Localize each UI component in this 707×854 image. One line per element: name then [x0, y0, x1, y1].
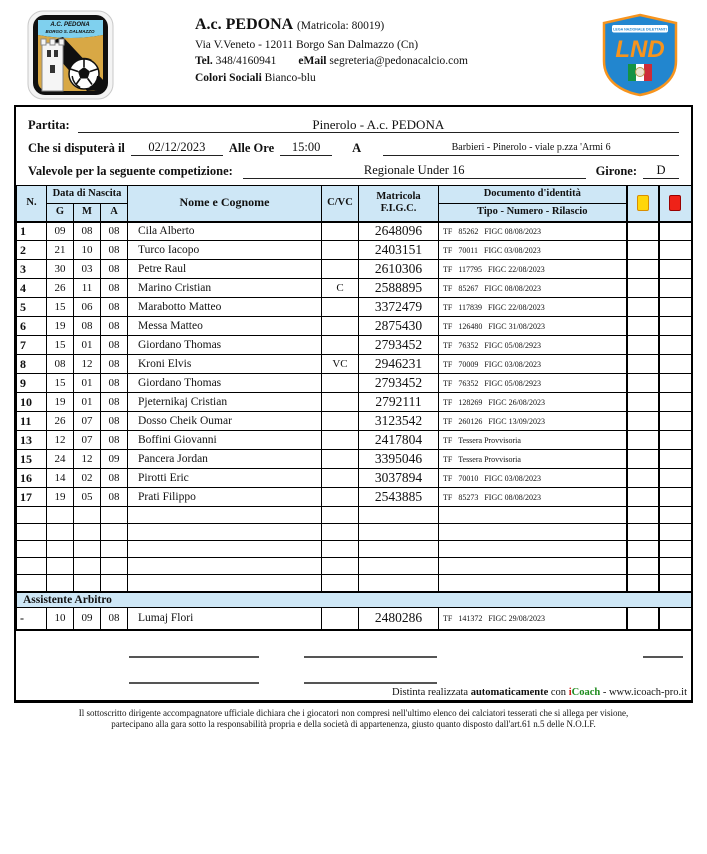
red-card-cell	[659, 355, 692, 374]
matricola-figc: 3372479	[359, 298, 439, 317]
icoach-logo-text: i	[568, 687, 572, 698]
blank-name-line	[129, 656, 259, 658]
player-row	[17, 431, 692, 450]
player-name	[128, 507, 322, 524]
birth-year: 08	[101, 317, 128, 336]
blank-name-line	[129, 682, 259, 684]
svg-text:BORGO S. DALMAZZO: BORGO S. DALMAZZO	[45, 29, 95, 34]
partita-label: Partita:	[28, 118, 70, 132]
birth-year: 08	[101, 469, 128, 488]
captain-flag	[322, 298, 359, 317]
yellow-card-cell	[627, 558, 659, 575]
birth-day	[47, 507, 74, 524]
teams-field: Pinerolo - A.c. PEDONA	[78, 118, 679, 133]
blank-doc-line	[304, 682, 437, 684]
red-card-cell	[659, 222, 692, 241]
red-card-cell	[659, 260, 692, 279]
birth-day	[47, 524, 74, 541]
birth-year: 08	[101, 298, 128, 317]
date-field: 02/12/2023	[131, 141, 223, 156]
player-name	[128, 558, 322, 575]
player-number: 17	[17, 488, 47, 507]
birth-year: 08	[101, 336, 128, 355]
captain-flag	[322, 431, 359, 450]
document-id: TF 76352 FIGC 05/08/2923	[439, 374, 627, 393]
matricola-figc: 2875430	[359, 317, 439, 336]
captain-flag	[322, 558, 359, 575]
red-card-cell	[659, 524, 692, 541]
document-id: TF 260126 FIGC 13/09/2023	[439, 412, 627, 431]
red-card-cell	[659, 558, 692, 575]
date-label: Che si disputerà il	[28, 141, 125, 155]
red-card-cell	[659, 412, 692, 431]
birth-day: 15	[47, 298, 74, 317]
yellow-card-cell	[627, 355, 659, 374]
birth-day: 08	[47, 355, 74, 374]
yellow-card-cell	[627, 336, 659, 355]
player-number: 10	[17, 393, 47, 412]
red-card-cell	[659, 431, 692, 450]
assistant-section-header: Assistente Arbitro	[17, 592, 692, 607]
captain-flag: C	[322, 279, 359, 298]
player-name: Cila Alberto	[128, 222, 322, 241]
player-row	[17, 222, 692, 241]
letterhead	[0, 8, 707, 105]
assistant-rows	[17, 607, 692, 630]
soccer-ball-icon	[69, 58, 99, 89]
yellow-card-cell	[627, 317, 659, 336]
credit-line: Distinta realizzata automaticamente con iCoach - www.icoach-pro.it	[391, 687, 687, 698]
player-number: 16	[17, 469, 47, 488]
player-row	[17, 374, 692, 393]
birth-year: 08	[101, 431, 128, 450]
header-g: G	[47, 204, 74, 222]
girone-field: D	[643, 164, 679, 179]
birth-year: 08	[101, 222, 128, 241]
girone-label: Girone:	[595, 164, 637, 178]
document-id	[439, 541, 627, 558]
document-id	[439, 558, 627, 575]
birth-day: 10	[47, 607, 74, 630]
header-a: A	[101, 204, 128, 222]
birth-day: 19	[47, 488, 74, 507]
matricola-figc: 2792111	[359, 393, 439, 412]
captain-flag	[322, 488, 359, 507]
red-card-cell	[659, 450, 692, 469]
match-info	[16, 107, 691, 185]
yellow-card-cell	[627, 374, 659, 393]
player-name: Turco Iacopo	[128, 241, 322, 260]
red-card-icon	[659, 186, 692, 222]
captain-flag	[322, 450, 359, 469]
matricola-figc	[359, 575, 439, 593]
birth-month: 07	[74, 412, 101, 431]
yellow-card-cell	[627, 575, 659, 593]
birth-year	[101, 541, 128, 558]
player-name: Marabotto Matteo	[128, 298, 322, 317]
matricola-figc: 3123542	[359, 412, 439, 431]
red-card-cell	[659, 317, 692, 336]
matricola-figc: 2793452	[359, 336, 439, 355]
birth-year: 08	[101, 241, 128, 260]
birth-day	[47, 541, 74, 558]
birth-month: 01	[74, 374, 101, 393]
distinta-box	[14, 105, 693, 703]
header-doc: Documento d'identità	[439, 186, 627, 204]
birth-month: 02	[74, 469, 101, 488]
player-rows	[17, 222, 692, 593]
red-card-cell	[659, 469, 692, 488]
captain-flag	[322, 336, 359, 355]
red-card-cell	[659, 241, 692, 260]
blank-tessera-line	[643, 656, 683, 658]
player-row	[17, 279, 692, 298]
birth-year: 08	[101, 393, 128, 412]
lnd-logo-icon	[597, 12, 683, 100]
match-line-competition	[28, 158, 679, 179]
player-number: 7	[17, 336, 47, 355]
roster-header	[17, 186, 692, 222]
birth-year	[101, 524, 128, 541]
document-id: TF 117839 FIGC 22/08/2023	[439, 298, 627, 317]
header-n: N.	[17, 186, 47, 222]
birth-day: 15	[47, 374, 74, 393]
player-number: 6	[17, 317, 47, 336]
captain-flag: VC	[322, 355, 359, 374]
svg-text:LND: LND	[615, 36, 665, 63]
club-contacts	[195, 53, 468, 70]
red-card-cell	[659, 607, 692, 630]
blank-doc-line	[304, 656, 437, 658]
matricola-figc: 2610306	[359, 260, 439, 279]
document-id: TF Tessera Provvisoria	[439, 450, 627, 469]
captain-flag	[322, 317, 359, 336]
club-crest-icon	[27, 10, 114, 100]
captain-flag	[322, 374, 359, 393]
matricola-figc: 3037894	[359, 469, 439, 488]
birth-month	[74, 507, 101, 524]
player-number	[17, 541, 47, 558]
player-name	[128, 524, 322, 541]
birth-month: 12	[74, 355, 101, 374]
blank-official-row	[16, 658, 691, 684]
yellow-card-cell	[627, 607, 659, 630]
birth-year: 08	[101, 488, 128, 507]
matricola-figc: 2403151	[359, 241, 439, 260]
match-line-teams	[28, 112, 679, 133]
empty-row	[17, 558, 692, 575]
matricola-figc	[359, 524, 439, 541]
red-card-cell	[659, 374, 692, 393]
player-number	[17, 524, 47, 541]
player-name: Prati Filippo	[128, 488, 322, 507]
birth-day	[47, 558, 74, 575]
yellow-card-cell	[627, 524, 659, 541]
document-id: TF Tessera Provvisoria	[439, 431, 627, 450]
birth-month: 08	[74, 222, 101, 241]
colors-value: Bianco-blu	[264, 72, 316, 85]
matricola-figc: 2417804	[359, 431, 439, 450]
time-label: Alle Ore	[228, 141, 275, 155]
player-name	[128, 541, 322, 558]
document-id: TF 128269 FIGC 26/08/2023	[439, 393, 627, 412]
player-row	[17, 469, 692, 488]
document-id: TF 70010 FIGC 03/08/2023	[439, 469, 627, 488]
matricola-figc: 3395046	[359, 450, 439, 469]
player-name: Giordano Thomas	[128, 336, 322, 355]
birth-month	[74, 558, 101, 575]
player-name: Dosso Cheik Oumar	[128, 412, 322, 431]
captain-flag	[322, 241, 359, 260]
captain-flag	[322, 507, 359, 524]
document-id	[439, 575, 627, 593]
email-value: segreteria@pedonacalcio.com	[329, 55, 468, 68]
birth-month	[74, 541, 101, 558]
player-name: Pirotti Eric	[128, 469, 322, 488]
yellow-card-cell	[627, 507, 659, 524]
player-row	[17, 393, 692, 412]
player-row	[17, 412, 692, 431]
document-id: TF 117795 FIGC 22/08/2023	[439, 260, 627, 279]
yellow-card-cell	[627, 393, 659, 412]
document-id: TF 85262 FIGC 08/08/2023	[439, 222, 627, 241]
birth-year	[101, 507, 128, 524]
player-row	[17, 241, 692, 260]
player-name: Boffini Giovanni	[128, 431, 322, 450]
birth-day: 30	[47, 260, 74, 279]
captain-flag	[322, 524, 359, 541]
svg-text:LEGA NAZIONALE DILETTANTI: LEGA NAZIONALE DILETTANTI	[613, 27, 667, 32]
yellow-card-cell	[627, 412, 659, 431]
captain-flag	[322, 260, 359, 279]
document-id	[439, 507, 627, 524]
matricola-figc: 2588895	[359, 279, 439, 298]
player-row	[17, 607, 692, 630]
captain-flag	[322, 469, 359, 488]
blank-official-row	[16, 634, 691, 658]
red-card-cell	[659, 507, 692, 524]
header-matricola: Matricola F.I.G.C.	[359, 186, 439, 222]
competition-field: Regionale Under 16	[243, 164, 586, 179]
empty-row	[17, 575, 692, 593]
birth-month: 06	[74, 298, 101, 317]
club-name-line	[195, 13, 468, 37]
time-field: 15:00	[280, 141, 332, 156]
yellow-card-cell	[627, 469, 659, 488]
birth-month	[74, 524, 101, 541]
roster-table	[16, 185, 692, 631]
player-number: -	[17, 607, 47, 630]
captain-flag	[322, 222, 359, 241]
yellow-card-cell	[627, 241, 659, 260]
birth-year: 08	[101, 260, 128, 279]
player-name: Pjeternikaj Cristian	[128, 393, 322, 412]
yellow-card-cell	[627, 541, 659, 558]
document-id	[439, 524, 627, 541]
competition-label: Valevole per la seguente competizione:	[28, 164, 233, 178]
club-address: Via V.Veneto - 12011 Borgo San Dalmazzo (Cn)	[195, 38, 419, 51]
birth-year: 08	[101, 607, 128, 630]
birth-day: 12	[47, 431, 74, 450]
birth-year	[101, 575, 128, 593]
captain-flag	[322, 541, 359, 558]
player-row	[17, 260, 692, 279]
header-dob: Data di Nascita	[47, 186, 128, 204]
birth-month: 03	[74, 260, 101, 279]
player-row	[17, 450, 692, 469]
matricola-figc: 2946231	[359, 355, 439, 374]
red-card-cell	[659, 336, 692, 355]
document-id: TF 126480 FIGC 31/08/2023	[439, 317, 627, 336]
birth-year: 08	[101, 374, 128, 393]
player-row	[17, 317, 692, 336]
match-line-date	[28, 135, 679, 156]
at-label: A	[352, 141, 362, 155]
player-row	[17, 355, 692, 374]
document-id: TF 70011 FIGC 03/08/2023	[439, 241, 627, 260]
tel-label: Tel.	[195, 55, 213, 68]
birth-year: 08	[101, 279, 128, 298]
birth-year: 09	[101, 450, 128, 469]
svg-text:A.C. PEDONA: A.C. PEDONA	[50, 22, 90, 28]
matricola-figc: 2793452	[359, 374, 439, 393]
player-row	[17, 488, 692, 507]
document-id: TF 141372 FIGC 29/08/2023	[439, 607, 627, 630]
header-cvc: C/VC	[322, 186, 359, 222]
yellow-card-cell	[627, 431, 659, 450]
matricola-figc	[359, 507, 439, 524]
empty-row	[17, 524, 692, 541]
birth-month: 08	[74, 317, 101, 336]
player-number: 4	[17, 279, 47, 298]
player-number: 9	[17, 374, 47, 393]
header-doc-sub: Tipo - Numero - Rilascio	[439, 204, 627, 222]
birth-day: 19	[47, 317, 74, 336]
yellow-card-cell	[627, 488, 659, 507]
birth-day: 14	[47, 469, 74, 488]
red-card-cell	[659, 279, 692, 298]
player-number: 5	[17, 298, 47, 317]
venue-field: Barbieri - Pinerolo - viale p.zza 'Armi 6	[383, 142, 679, 156]
red-card-cell	[659, 298, 692, 317]
player-name: Kroni Elvis	[128, 355, 322, 374]
matricola-figc: 2648096	[359, 222, 439, 241]
player-name: Lumaj Flori	[128, 607, 322, 630]
colors-label: Colori Sociali	[195, 72, 262, 85]
birth-month: 05	[74, 488, 101, 507]
player-number	[17, 575, 47, 593]
matricola-figc	[359, 558, 439, 575]
captain-flag	[322, 575, 359, 593]
yellow-card-cell	[627, 222, 659, 241]
header-m: M	[74, 204, 101, 222]
player-name: Marino Cristian	[128, 279, 322, 298]
birth-day: 26	[47, 279, 74, 298]
empty-row	[17, 507, 692, 524]
birth-month	[74, 575, 101, 593]
birth-month: 01	[74, 336, 101, 355]
document-id: TF 70009 FIGC 03/08/2023	[439, 355, 627, 374]
matricola-figc	[359, 541, 439, 558]
player-number: 8	[17, 355, 47, 374]
empty-row	[17, 541, 692, 558]
birth-year: 08	[101, 412, 128, 431]
yellow-card-cell	[627, 260, 659, 279]
birth-month: 09	[74, 607, 101, 630]
birth-month: 10	[74, 241, 101, 260]
player-row	[17, 298, 692, 317]
club-name: A.c. PEDONA	[195, 16, 294, 33]
player-name	[128, 575, 322, 593]
player-number: 11	[17, 412, 47, 431]
red-card-cell	[659, 541, 692, 558]
birth-month: 07	[74, 431, 101, 450]
disclaimer: Il sottoscritto dirigente accompagnatore ufficiale dichiara che i giocatori non compresi nell'ultimo elenco dei calciatori tesserati che si allega per visione, partecipano alla gara sotto la responsabilità propria e della società di appartenenza, giusto quanto disposto dall'art.61 n.5 delle N.O.I.F.	[78, 708, 629, 730]
club-info	[195, 13, 468, 87]
birth-day: 24	[47, 450, 74, 469]
player-row	[17, 336, 692, 355]
birth-day: 19	[47, 393, 74, 412]
birth-month: 01	[74, 393, 101, 412]
red-card-cell	[659, 488, 692, 507]
player-number: 2	[17, 241, 47, 260]
player-number: 13	[17, 431, 47, 450]
captain-flag	[322, 412, 359, 431]
yellow-card-cell	[627, 279, 659, 298]
birth-day: 26	[47, 412, 74, 431]
yellow-card-icon	[627, 186, 659, 222]
player-number: 15	[17, 450, 47, 469]
birth-day: 09	[47, 222, 74, 241]
club-colors	[195, 70, 468, 87]
red-card-cell	[659, 393, 692, 412]
header-name: Nome e Cognome	[128, 186, 322, 222]
italy-flag-icon	[628, 64, 652, 81]
document-id: TF 85273 FIGC 08/08/2023	[439, 488, 627, 507]
red-card-cell	[659, 575, 692, 593]
player-number: 1	[17, 222, 47, 241]
birth-month: 11	[74, 279, 101, 298]
yellow-card-cell	[627, 298, 659, 317]
birth-year: 08	[101, 355, 128, 374]
matricola-figc: 2543885	[359, 488, 439, 507]
birth-day	[47, 575, 74, 593]
birth-day: 21	[47, 241, 74, 260]
birth-month: 12	[74, 450, 101, 469]
player-name: Messa Matteo	[128, 317, 322, 336]
tel-value: 348/4160941	[215, 55, 277, 68]
captain-flag	[322, 393, 359, 412]
matricola-figc: 2480286	[359, 607, 439, 630]
player-name: Giordano Thomas	[128, 374, 322, 393]
birth-year	[101, 558, 128, 575]
captain-flag	[322, 607, 359, 630]
player-number	[17, 558, 47, 575]
player-number	[17, 507, 47, 524]
birth-day: 15	[47, 336, 74, 355]
document-id: TF 76352 FIGC 05/08/2923	[439, 336, 627, 355]
player-name: Petre Raul	[128, 260, 322, 279]
player-name: Pancera Jordan	[128, 450, 322, 469]
player-number: 3	[17, 260, 47, 279]
yellow-card-cell	[627, 450, 659, 469]
club-matricola: (Matricola: 80019)	[296, 20, 385, 32]
email-label: eMail	[298, 55, 327, 68]
document-id: TF 85267 FIGC 08/08/2023	[439, 279, 627, 298]
